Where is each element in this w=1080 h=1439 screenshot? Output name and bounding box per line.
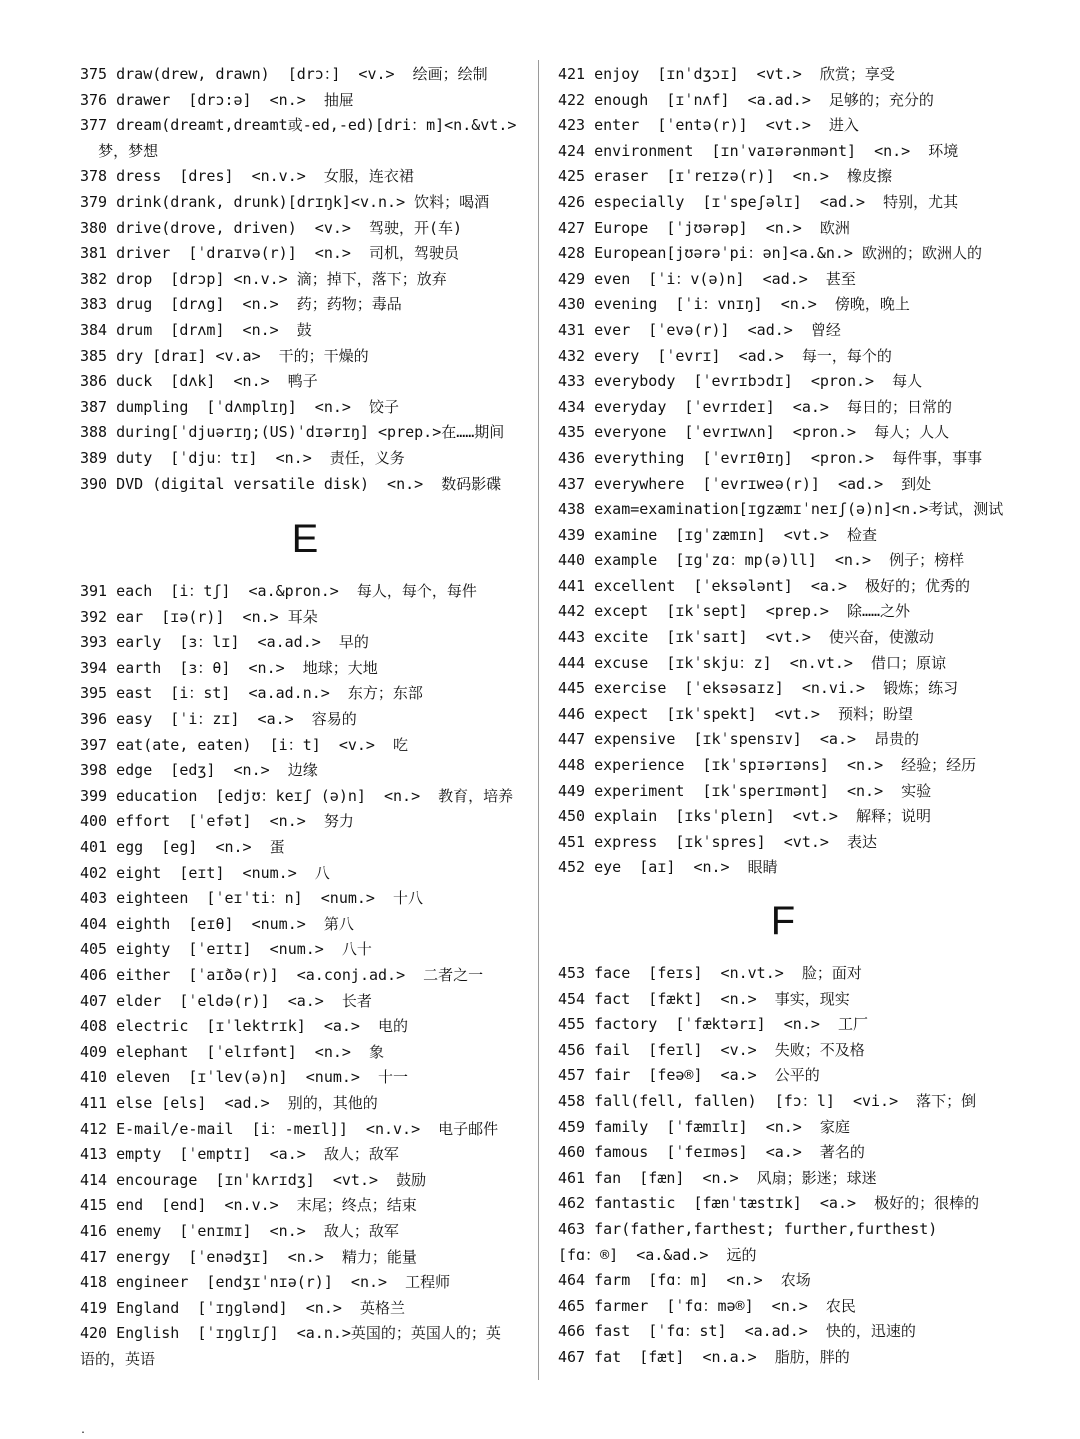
vocab-entry: 379 drink(drank, drunk)[drɪŋk]<v.n.> 饮料；喝酒 [80,192,490,211]
vocab-entry: 410 eleven [ɪˈlev(ə)n] <num.> 十一 [80,1068,409,1087]
section-letter-e: E [291,517,319,562]
vocab-entry: 382 drop [drɔp] <n.v.> 滴；掉下，落下；放弃 [80,269,447,288]
left-column [80,62,530,1373]
vocab-entry: 432 every [ˈevrɪ] <ad.> 每一，每个的 [558,346,892,365]
right-entries-bottom [558,961,1008,1371]
vocab-entry: 431 ever [ˈevə(r)] <ad.> 曾经 [558,320,841,339]
vocab-entry: 421 enjoy [ɪnˈdʒɔɪ] <vt.> 欣赏；享受 [558,65,895,83]
vocab-entry: 388 during[ˈdjuərɪŋ;(US)ˈdɪərɪŋ] <prep.>在……期间 [80,423,505,442]
vocab-entry: 464 farm [fɑ：m] <n.> 农场 [558,1271,811,1290]
footer-mark: . [80,1425,87,1436]
vocab-entry: 408 electric [ɪˈlektrɪk] <a.> 电的 [80,1017,409,1036]
vocab-entry: 378 dress [dres] <n.v.> 女服，连衣裙 [80,167,414,186]
vocab-entry: 412 E-mail/e-mail [i：-meɪl]] <n.v.> 电子邮件 [80,1119,499,1138]
vocab-entry: 449 experiment [ɪkˈsperɪmənt] <n.> 实验 [558,781,932,800]
vocab-entry: 393 early [ɜ：lɪ] <a.ad.> 早的 [80,633,369,652]
vocab-entry: 434 everyday [ˈevrɪdeɪ] <a.> 每日的；日常的 [558,397,952,416]
vocab-entry: 418 engineer [endʒɪˈnɪə(r)] <n.> 工程师 [80,1273,451,1292]
vocab-entry: 419 England [ˈɪŋɡlənd] <n.> 英格兰 [80,1298,405,1317]
vocab-entry: 441 excellent [ˈeksələnt] <a.> 极好的；优秀的 [558,576,971,595]
vocab-entry: 436 everything [ˈevrɪθɪŋ] <pron.> 每件事，事事 [558,448,983,467]
vocab-entry: 386 duck [dʌk] <n.> 鸭子 [80,372,318,391]
vocab-entry: 466 fast [ˈfɑ：st] <a.ad.> 快的，迅速的 [558,1322,916,1341]
vocab-entry: 462 fantastic [fænˈtæstɪk] <a.> 极好的；很棒的 [558,1194,980,1213]
vocab-entry: 399 education [edjʊ：keɪʃ (ə)n] <n.> 教育，培养 [80,786,514,805]
vocab-entry: 428 European[jʊərəˈpi：ən]<a.&n.> 欧洲的；欧洲人的 [558,244,982,263]
vocab-entry: 381 driver [ˈdraɪvə(r)] <n.> 司机，驾驶员 [80,244,459,263]
vocab-entry: 455 factory [ˈfæktərɪ] <n.> 工厂 [558,1015,868,1034]
vocab-entry: 402 eight [eɪt] <num.> 八 [80,863,330,882]
vocab-entry: 424 environment [ɪnˈvaɪərənmənt] <n.> 环境 [558,141,959,160]
vocab-entry: 454 fact [fækt] <n.> 事实，现实 [558,989,850,1008]
vocab-entry: 463 far(father,farthest; further,furthest) [fɑ：®] <a.&ad.> 远的 [558,1219,938,1264]
vocab-entry: 423 enter [ˈentə(r)] <vt.> 进入 [558,116,859,135]
vocab-entry: 406 either [ˈaɪðə(r)] <a.conj.ad.> 二者之一 [80,966,484,984]
vocab-entry: 457 fair [feə®] <a.> 公平的 [558,1066,820,1085]
vocab-entry: 394 earth [ɜ：θ] <n.> 地球；大地 [80,658,378,677]
vocab-entry: 422 enough [ɪˈnʌf] <a.ad.> 足够的；充分的 [558,90,934,109]
vocab-entry: 380 drive(drove, driven) <v.> 驾驶，开(车) [80,218,463,237]
vocab-entry: 452 eye [aɪ] <n.> 眼睛 [558,858,778,877]
vocab-entry: 398 edge [edʒ] <n.> 边缘 [80,761,318,780]
vocab-entry: 417 energy [ˈenədʒɪ] <n.> 精力；能量 [80,1247,417,1266]
vocab-entry: 440 example [ɪgˈzɑ：mp(ə)ll] <n.> 例子；榜样 [558,551,965,570]
vocab-entry: 426 especially [ɪˈspeʃəlɪ] <ad.> 特别，尤其 [558,192,959,211]
vocab-entry: 442 except [ɪkˈsept] <prep.> 除……之外 [558,602,911,621]
vocab-entry: 383 drug [drʌg] <n.> 药；药物；毒品 [80,295,402,314]
vocab-entry: 445 exercise [ˈeksəsaɪz] <n.vi.> 锻炼；练习 [558,679,959,698]
vocab-entry: 396 easy [ˈi：zɪ] <a.> 容易的 [80,710,357,729]
vocab-entry: 451 express [ɪkˈspres] <vt.> 表达 [558,832,877,851]
vocab-entry: 391 each [i：tʃ] <a.&pron.> 每人，每个，每件 [80,582,477,601]
vocab-entry: 405 eighty [ˈeɪtɪ] <num.> 八十 [80,940,372,959]
vocab-entry: 395 east [i：st] <a.ad.n.> 东方；东部 [80,684,423,703]
vocab-entry: 458 fall(fell, fallen) [fɔ：l] <vi.> 落下；倒 [558,1091,977,1110]
column-divider [538,60,539,1380]
vocab-entry: 397 eat(ate, eaten) [i：t] <v.> 吃 [80,735,409,754]
vocab-entry: 435 everyone [ˈevrɪwʌn] <pron.> 每人；人人 [558,423,950,442]
vocab-entry: 438 exam=examination[ɪgzæmɪˈneɪʃ(ə)n]<n.>考试，测试 [558,500,1004,519]
vocab-entry: 429 even [ˈi：v(ə)n] <ad.> 甚至 [558,269,856,288]
vocab-entry: 427 Europe [ˈjʊərəp] <n.> 欧洲 [558,218,850,237]
vocab-entry: 460 famous [ˈfeɪməs] <a.> 著名的 [558,1143,865,1162]
vocab-entry: 385 dry [draɪ] <v.a> 干的；干燥的 [80,346,369,365]
right-entries-top [558,62,1008,881]
vocab-entry: 459 family [ˈfæmɪlɪ] <n.> 家庭 [558,1117,850,1136]
vocab-entry: 461 fan [fæn] <n.> 风扇；影迷；球迷 [558,1168,877,1187]
vocab-entry: 400 effort [ˈefət] <n.> 努力 [80,812,354,831]
vocab-entry: 414 encourage [ɪnˈkʌrɪdʒ] <vt.> 鼓励 [80,1170,427,1189]
vocab-entry: 430 evening [ˈi：vnɪŋ] <n.> 傍晚，晚上 [558,295,910,314]
vocab-entry: 465 farmer [ˈfɑ：mə®] <n.> 农民 [558,1296,856,1315]
vocab-entry: 415 end [end] <n.v.> 末尾；终点；结束 [80,1196,417,1215]
vocab-entry: 420 English [ˈɪŋɡlɪʃ] <a.n.>英国的；英国人的；英 语的，英语 [80,1324,501,1368]
vocab-entry: 437 everywhere [ˈevrɪweə(r)] <ad.> 到处 [558,474,932,493]
vocab-entry: 376 drawer [drɔ:ə] <n.> 抽屉 [80,90,354,109]
vocab-entry: 444 excuse [ɪkˈskju：z] <n.vt.> 借口；原谅 [558,653,947,672]
vocab-entry: 443 excite [ɪkˈsaɪt] <vt.> 使兴奋，使激动 [558,628,934,647]
vocab-entry: 389 duty [ˈdju：tɪ] <n.> 责任，义务 [80,448,405,467]
left-entries-top [80,62,530,497]
section-letter-f: F [770,899,796,943]
vocab-entry: 416 enemy [ˈenɪmɪ] <n.> 敌人；敌军 [80,1221,399,1240]
vocab-entry: 448 experience [ɪkˈspɪərɪəns] <n.> 经验；经历 [558,756,977,775]
vocab-entry: 377 dream(dreamt,dreamt或-ed,-ed)[dri：m]<n.&vt.> 梦，梦想 [80,116,517,160]
vocab-entry: 447 expensive [ɪkˈspensɪv] <a.> 昂贵的 [558,730,920,749]
vocab-entry: 413 empty [ˈemptɪ] <a.> 敌人；敌军 [80,1145,399,1164]
vocab-entry: 456 fail [feɪl] <v.> 失败；不及格 [558,1040,865,1059]
vocab-entry: 384 drum [drʌm] <n.> 鼓 [80,320,312,339]
vocab-entry: 446 expect [ɪkˈspekt] <vt.> 预料；盼望 [558,704,913,723]
vocab-entry: 450 explain [ɪksˈpleɪn] <vt.> 解释；说明 [558,807,932,826]
vocab-entry: 439 examine [ɪgˈzæmɪn] <vt.> 检查 [558,525,877,544]
vocab-entry: 404 eighth [eɪθ] <num.> 第八 [80,914,354,933]
vocab-entry: 411 else [els] <ad.> 别的，其他的 [80,1093,378,1112]
vocab-entry: 433 everybody [ˈevrɪbɔdɪ] <pron.> 每人 [558,372,923,391]
vocab-entry: 425 eraser [ɪˈreɪzə(r)] <n.> 橡皮擦 [558,167,892,186]
vocab-entry: 387 dumpling [ˈdʌmplɪŋ] <n.> 饺子 [80,397,399,416]
left-entries-bottom [80,579,530,1372]
vocab-entry: 375 draw(drew, drawn) [drɔ：] <v.> 绘画；绘制 [80,65,488,83]
vocab-entry: 401 egg [eg] <n.> 蛋 [80,838,285,857]
vocab-entry: 467 fat [fæt] <n.a.> 脂肪，胖的 [558,1347,850,1366]
vocab-entry: 392 ear [ɪə(r)] <n.> 耳朵 [80,607,318,626]
right-column [558,62,1008,1371]
vocab-entry: 409 elephant [ˈelɪfənt] <n.> 象 [80,1042,384,1061]
vocab-entry: 403 eighteen [ˈeɪˈti：n] <num.> 十八 [80,889,424,908]
vocab-entry: 453 face [feɪs] <n.vt.> 脸；面对 [558,964,862,982]
vocab-entry: 407 elder [ˈeldə(r)] <a.> 长者 [80,991,372,1010]
vocab-entry: 390 DVD (digital versatile disk) <n.> 数码影碟 [80,474,502,493]
